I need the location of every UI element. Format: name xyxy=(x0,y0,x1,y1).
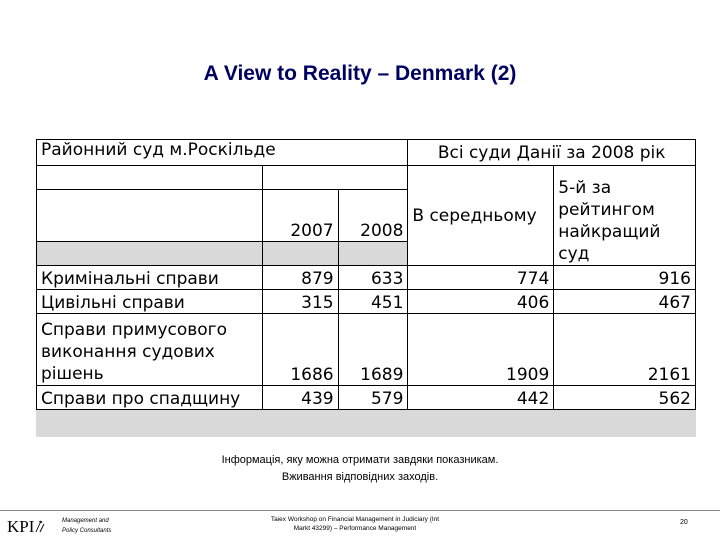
spacer-cell xyxy=(37,190,263,242)
gray-gap-cell xyxy=(262,242,338,266)
row-label: Цивільні справи xyxy=(37,290,263,314)
row-label: Кримінальні справи xyxy=(37,266,263,290)
company-tagline xyxy=(62,516,111,536)
gray-gap-cell xyxy=(37,242,263,266)
page-number: 20 xyxy=(680,519,688,526)
kpi-logo xyxy=(7,517,45,537)
spacer-cell xyxy=(37,166,263,190)
table-row xyxy=(37,314,696,386)
caption-line: Вживання відповідних заходів. xyxy=(281,471,439,483)
data-table xyxy=(36,139,696,410)
gray-gap-cell xyxy=(338,242,408,266)
year-2007-header: 2007 xyxy=(262,190,338,242)
table-row xyxy=(37,266,696,290)
logo-text: KPI xyxy=(7,517,35,536)
workshop-title: Taiex Workshop on Financial Management in Judiciary (Int Markt 43299) – Performance Management xyxy=(270,516,440,532)
value-average: 1909 xyxy=(408,314,554,386)
value-best: 467 xyxy=(554,290,696,314)
arrow-mark-icon xyxy=(35,519,45,533)
value-average: 406 xyxy=(408,290,554,314)
year-2008-header: 2008 xyxy=(338,190,408,242)
value-average: 774 xyxy=(408,266,554,290)
value-best: 916 xyxy=(554,266,696,290)
value-best: 2161 xyxy=(554,314,696,386)
value-2007: 315 xyxy=(262,290,338,314)
tagline-line: Management and xyxy=(62,518,109,524)
caption-line: Інформація, яку можна отримати завдяки показникам. xyxy=(221,454,499,466)
value-2008: 451 xyxy=(338,290,408,314)
tagline-line: Policy Consultants xyxy=(62,528,112,534)
value-best: 562 xyxy=(554,386,696,410)
value-2008: 1689 xyxy=(338,314,408,386)
value-2007: 1686 xyxy=(262,314,338,386)
value-average: 442 xyxy=(408,386,554,410)
spacer-cell xyxy=(262,166,408,190)
court-header: Районний суд м.Роскільде xyxy=(37,140,408,166)
row-label: Справи про спадщину xyxy=(37,386,263,410)
average-header: В середньому xyxy=(408,166,554,266)
table-shadow-frame xyxy=(36,139,696,437)
table-row xyxy=(37,386,696,410)
slide-title: A View to Reality – Denmark (2) xyxy=(203,62,517,85)
national-header: Всі суди Данії за 2008 рік xyxy=(408,140,696,166)
value-2008: 633 xyxy=(338,266,408,290)
row-label: Справи примусового виконання судових рішень xyxy=(37,314,263,386)
value-2007: 439 xyxy=(262,386,338,410)
footer-divider xyxy=(0,510,720,511)
table-row xyxy=(37,290,696,314)
best-court-header: 5-й за рейтингом найкращий суд xyxy=(554,166,696,266)
value-2008: 579 xyxy=(338,386,408,410)
caption xyxy=(0,452,720,486)
value-2007: 879 xyxy=(262,266,338,290)
